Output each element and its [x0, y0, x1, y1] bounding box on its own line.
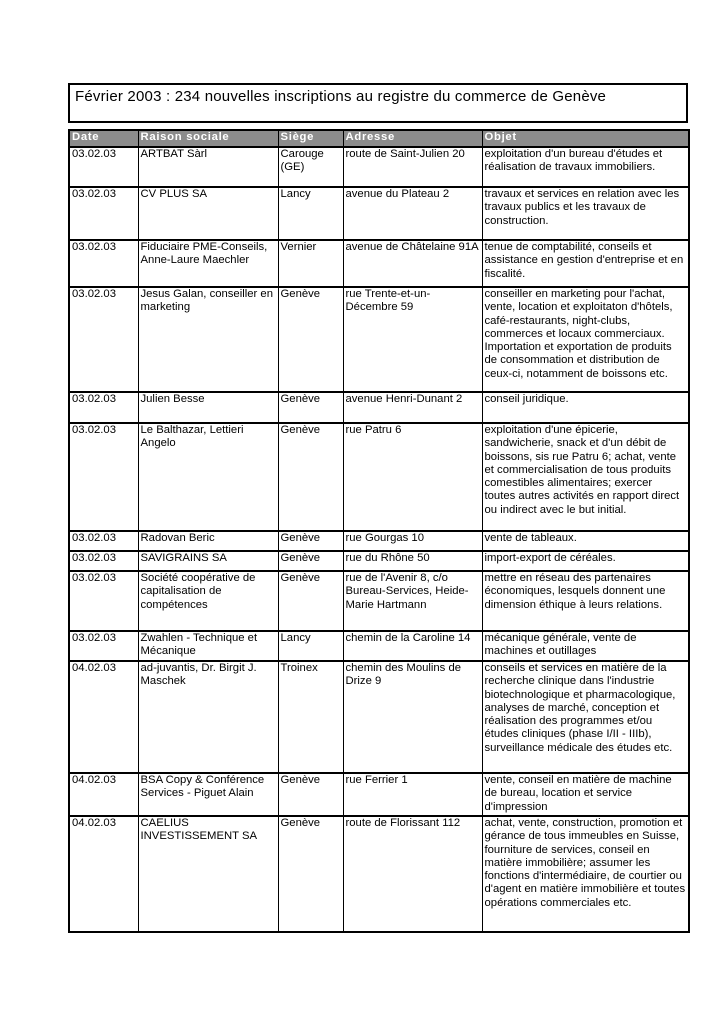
- cell-objet: achat, vente, construction, promotion et gérance de tous immeubles en Suisse, fourniture de services, conseil en matière immobilière; assumer les fonctions d'intermédiaire, de courtier ou d'agent en matière immobilière et toutes opérations commerciales etc.: [482, 816, 689, 932]
- cell-objet: conseil juridique.: [482, 392, 689, 423]
- cell-date: 03.02.03: [69, 240, 138, 287]
- cell-adresse: rue Ferrier 1: [343, 773, 482, 816]
- table-row: [69, 631, 689, 661]
- cell-objet: travaux et services en relation avec les travaux publics et les travaux de construction.: [482, 187, 689, 240]
- cell-adresse: avenue du Plateau 2: [343, 187, 482, 240]
- cell-raison-sociale: CAELIUS INVESTISSEMENT SA: [138, 816, 278, 932]
- cell-objet: exploitation d'un bureau d'études et réalisation de travaux immobiliers.: [482, 147, 689, 187]
- title-box: [68, 83, 688, 123]
- cell-objet: conseiller en marketing pour l'achat, vente, location et exploitaton d'hôtels, café-restaurants, night-clubs, commerces et locaux commerciaux. Importation et exportation de produits de consommation et distribution de ceux-ci, notamment de boissons etc.: [482, 287, 689, 392]
- table-row: [69, 816, 689, 932]
- cell-siege: Troinex: [278, 661, 343, 773]
- cell-adresse: chemin de la Caroline 14: [343, 631, 482, 661]
- table-row: [69, 187, 689, 240]
- table-row: [69, 423, 689, 531]
- cell-raison-sociale: Fiduciaire PME-Conseils, Anne-Laure Maechler: [138, 240, 278, 287]
- cell-adresse: route de Saint-Julien 20: [343, 147, 482, 187]
- table-header: [69, 130, 689, 147]
- cell-date: 04.02.03: [69, 816, 138, 932]
- cell-raison-sociale: SAVIGRAINS SA: [138, 551, 278, 571]
- registry-table: [68, 129, 690, 933]
- cell-raison-sociale: Radovan Beric: [138, 531, 278, 551]
- cell-adresse: rue du Rhône 50: [343, 551, 482, 571]
- cell-raison-sociale: BSA Copy & Conférence Services - Piguet Alain: [138, 773, 278, 816]
- table-row: [69, 661, 689, 773]
- cell-adresse: rue Trente-et-un-Décembre 59: [343, 287, 482, 392]
- cell-objet: import-export de céréales.: [482, 551, 689, 571]
- cell-raison-sociale: Société coopérative de capitalisation de compétences: [138, 571, 278, 631]
- cell-date: 03.02.03: [69, 187, 138, 240]
- cell-date: 03.02.03: [69, 423, 138, 531]
- cell-siege: Carouge (GE): [278, 147, 343, 187]
- cell-raison-sociale: ARTBAT Sàrl: [138, 147, 278, 187]
- cell-raison-sociale: CV PLUS SA: [138, 187, 278, 240]
- cell-objet: conseils et services en matière de la recherche clinique dans l'industrie biotechnologique et pharmacologique, analyses de marché, conception et réalisation des programmes et/ou études cliniques (phase I/II - IIIb), surveillance médicale des études etc.: [482, 661, 689, 773]
- cell-date: 03.02.03: [69, 531, 138, 551]
- table-row: [69, 240, 689, 287]
- page-title: Février 2003 : 234 nouvelles inscriptions au registre du commerce de Genève: [75, 88, 607, 105]
- cell-date: 03.02.03: [69, 631, 138, 661]
- table-row: [69, 773, 689, 816]
- table-row: [69, 147, 689, 187]
- cell-siege: Genève: [278, 551, 343, 571]
- cell-objet: vente de tableaux.: [482, 531, 689, 551]
- cell-date: 03.02.03: [69, 287, 138, 392]
- cell-adresse: rue de l'Avenir 8, c/o Bureau-Services, Heide-Marie Hartmann: [343, 571, 482, 631]
- cell-siege: Genève: [278, 392, 343, 423]
- cell-date: 03.02.03: [69, 571, 138, 631]
- cell-raison-sociale: Jesus Galan, conseiller en marketing: [138, 287, 278, 392]
- cell-adresse: chemin des Moulins de Drize 9: [343, 661, 482, 773]
- cell-date: 03.02.03: [69, 551, 138, 571]
- cell-date: 04.02.03: [69, 661, 138, 773]
- cell-adresse: route de Florissant 112: [343, 816, 482, 932]
- column-header-adresse: Adresse: [343, 130, 482, 147]
- cell-objet: tenue de comptabilité, conseils et assistance en gestion d'entreprise et en fiscalité.: [482, 240, 689, 287]
- cell-objet: vente, conseil en matière de machine de bureau, location et service d'impression: [482, 773, 689, 816]
- cell-siege: Genève: [278, 571, 343, 631]
- cell-date: 03.02.03: [69, 147, 138, 187]
- cell-adresse: avenue Henri-Dunant 2: [343, 392, 482, 423]
- table-row: [69, 531, 689, 551]
- column-header-date: Date: [69, 130, 138, 147]
- cell-adresse: rue Gourgas 10: [343, 531, 482, 551]
- cell-date: 04.02.03: [69, 773, 138, 816]
- table-row: [69, 392, 689, 423]
- cell-siege: Genève: [278, 423, 343, 531]
- table-row: [69, 551, 689, 571]
- cell-adresse: avenue de Châtelaine 91A: [343, 240, 482, 287]
- cell-siege: Lancy: [278, 187, 343, 240]
- cell-raison-sociale: Julien Besse: [138, 392, 278, 423]
- cell-siege: Lancy: [278, 631, 343, 661]
- table-header-row: [69, 130, 689, 147]
- column-header-siege: Siège: [278, 130, 343, 147]
- cell-objet: mettre en réseau des partenaires économiques, lesquels donnent une dimension éthique à leurs relations.: [482, 571, 689, 631]
- cell-raison-sociale: Le Balthazar, Lettieri Angelo: [138, 423, 278, 531]
- cell-siege: Genève: [278, 773, 343, 816]
- column-header-raison-sociale: Raison sociale: [138, 130, 278, 147]
- cell-raison-sociale: Zwahlen - Technique et Mécanique: [138, 631, 278, 661]
- cell-siege: Genève: [278, 816, 343, 932]
- column-header-objet: Objet: [482, 130, 689, 147]
- table-row: [69, 571, 689, 631]
- document-page: [68, 83, 688, 933]
- cell-objet: mécanique générale, vente de machines et outillages: [482, 631, 689, 661]
- table-row: [69, 287, 689, 392]
- cell-objet: exploitation d'une épicerie, sandwicherie, snack et d'un débit de boissons, sis rue Patru 6; achat, vente et commercialisation de tous produits comestibles alimentaires; exercer toutes autres activités en rapport direct ou indirect avec le but initial.: [482, 423, 689, 531]
- cell-siege: Vernier: [278, 240, 343, 287]
- table-body: [69, 147, 689, 932]
- cell-raison-sociale: ad-juvantis, Dr. Birgit J. Maschek: [138, 661, 278, 773]
- cell-adresse: rue Patru 6: [343, 423, 482, 531]
- cell-siege: Genève: [278, 287, 343, 392]
- cell-siege: Genève: [278, 531, 343, 551]
- cell-date: 03.02.03: [69, 392, 138, 423]
